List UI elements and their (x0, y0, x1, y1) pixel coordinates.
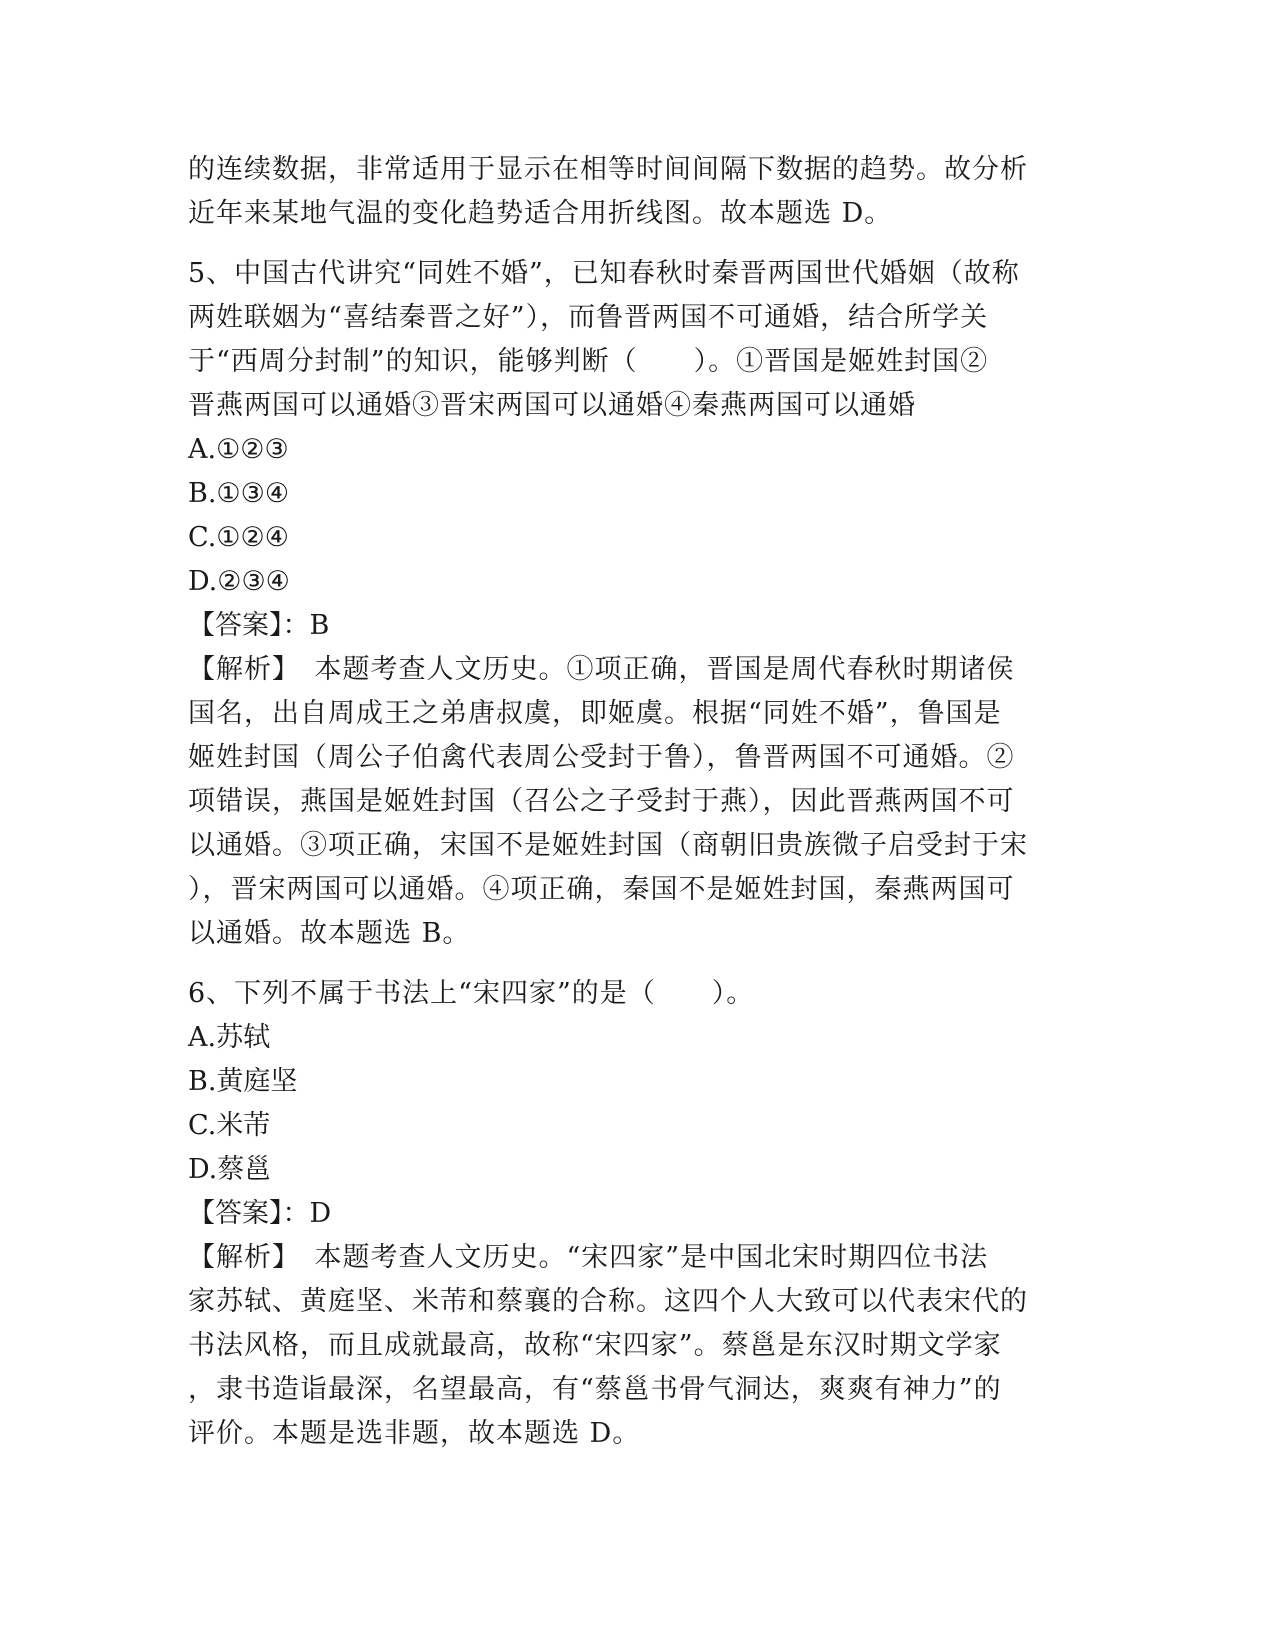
previous-explanation (188, 148, 1088, 236)
spacer (188, 956, 1088, 972)
explanation-line: ，隶书造诣最深，名望最高，有“蔡邕书骨气洞达，爽爽有神力”的 (188, 1374, 1002, 1405)
option-a: A.苏轼 (188, 1022, 271, 1053)
question-stem-line: 5、中国古代讲究“同姓不婚”，已知春秋时秦晋两国世代婚姻（故称 (188, 258, 1020, 289)
text-line: 的连续数据，非常适用于显示在相等时间间隔下数据的趋势。故分析 (188, 154, 1028, 185)
option-a: A.①②③ (188, 434, 289, 465)
question-stem-line: 6、下列不属于书法上“宋四家”的是（ ）。 (188, 978, 755, 1009)
option-d: D.蔡邕 (188, 1154, 272, 1185)
explanation-line: 评价。本题是选非题，故本题选 D。 (188, 1418, 641, 1449)
answer-line: 【答案】：B (188, 610, 330, 641)
option-d: D.②③④ (188, 566, 290, 597)
option-b: B.①③④ (188, 478, 290, 509)
question-6 (188, 972, 1088, 1456)
explanation-line: 项错误，燕国是姬姓封国（召公之子受封于燕），因此晋燕两国不可 (188, 786, 1015, 817)
explanation-line: ），晋宋两国可以通婚。④项正确，秦国不是姬姓封国，秦燕两国可 (188, 874, 1015, 905)
question-stem-line: 晋燕两国可以通婚③晋宋两国可以通婚④秦燕两国可以通婚 (188, 390, 916, 421)
explanation-line: 以通婚。故本题选 B。 (188, 918, 471, 949)
explanation-line: 书法风格，而且成就最高，故称“宋四家”。蔡邕是东汉时期文学家 (188, 1330, 1002, 1361)
option-c: C.①②④ (188, 522, 289, 553)
explanation-line: 【解析】 本题考查人文历史。①项正确，晋国是周代春秋时期诸侯 (188, 654, 1015, 685)
option-b: B.黄庭坚 (188, 1066, 298, 1097)
explanation-line: 姬姓封国（周公子伯禽代表周公受封于鲁），鲁晋两国不可通婚。② (188, 742, 1015, 773)
text-line: 近年来某地气温的变化趋势适合用折线图。故本题选 D。 (188, 198, 893, 229)
answer-line: 【答案】：D (188, 1198, 332, 1229)
explanation-line: 【解析】 本题考查人文历史。“宋四家”是中国北宋时期四位书法 (188, 1242, 989, 1273)
spacer (188, 236, 1088, 252)
question-5 (188, 252, 1088, 956)
explanation-line: 家苏轼、黄庭坚、米芾和蔡襄的合称。这四个人大致可以代表宋代的 (188, 1286, 1028, 1317)
explanation-line: 以通婚。③项正确，宋国不是姬姓封国（商朝旧贵族微子启受封于宋 (188, 830, 1028, 861)
option-c: C.米芾 (188, 1110, 271, 1141)
question-stem-line: 于“西周分封制”的知识，能够判断（ ）。①晋国是姬姓封国② (188, 346, 989, 377)
explanation-line: 国名，出自周成王之弟唐叔虞，即姬虞。根据“同姓不婚”，鲁国是 (188, 698, 1002, 729)
document-page (188, 148, 1088, 1456)
question-stem-line: 两姓联姻为“喜结秦晋之好”），而鲁晋两国不可通婚，结合所学关 (188, 302, 989, 333)
